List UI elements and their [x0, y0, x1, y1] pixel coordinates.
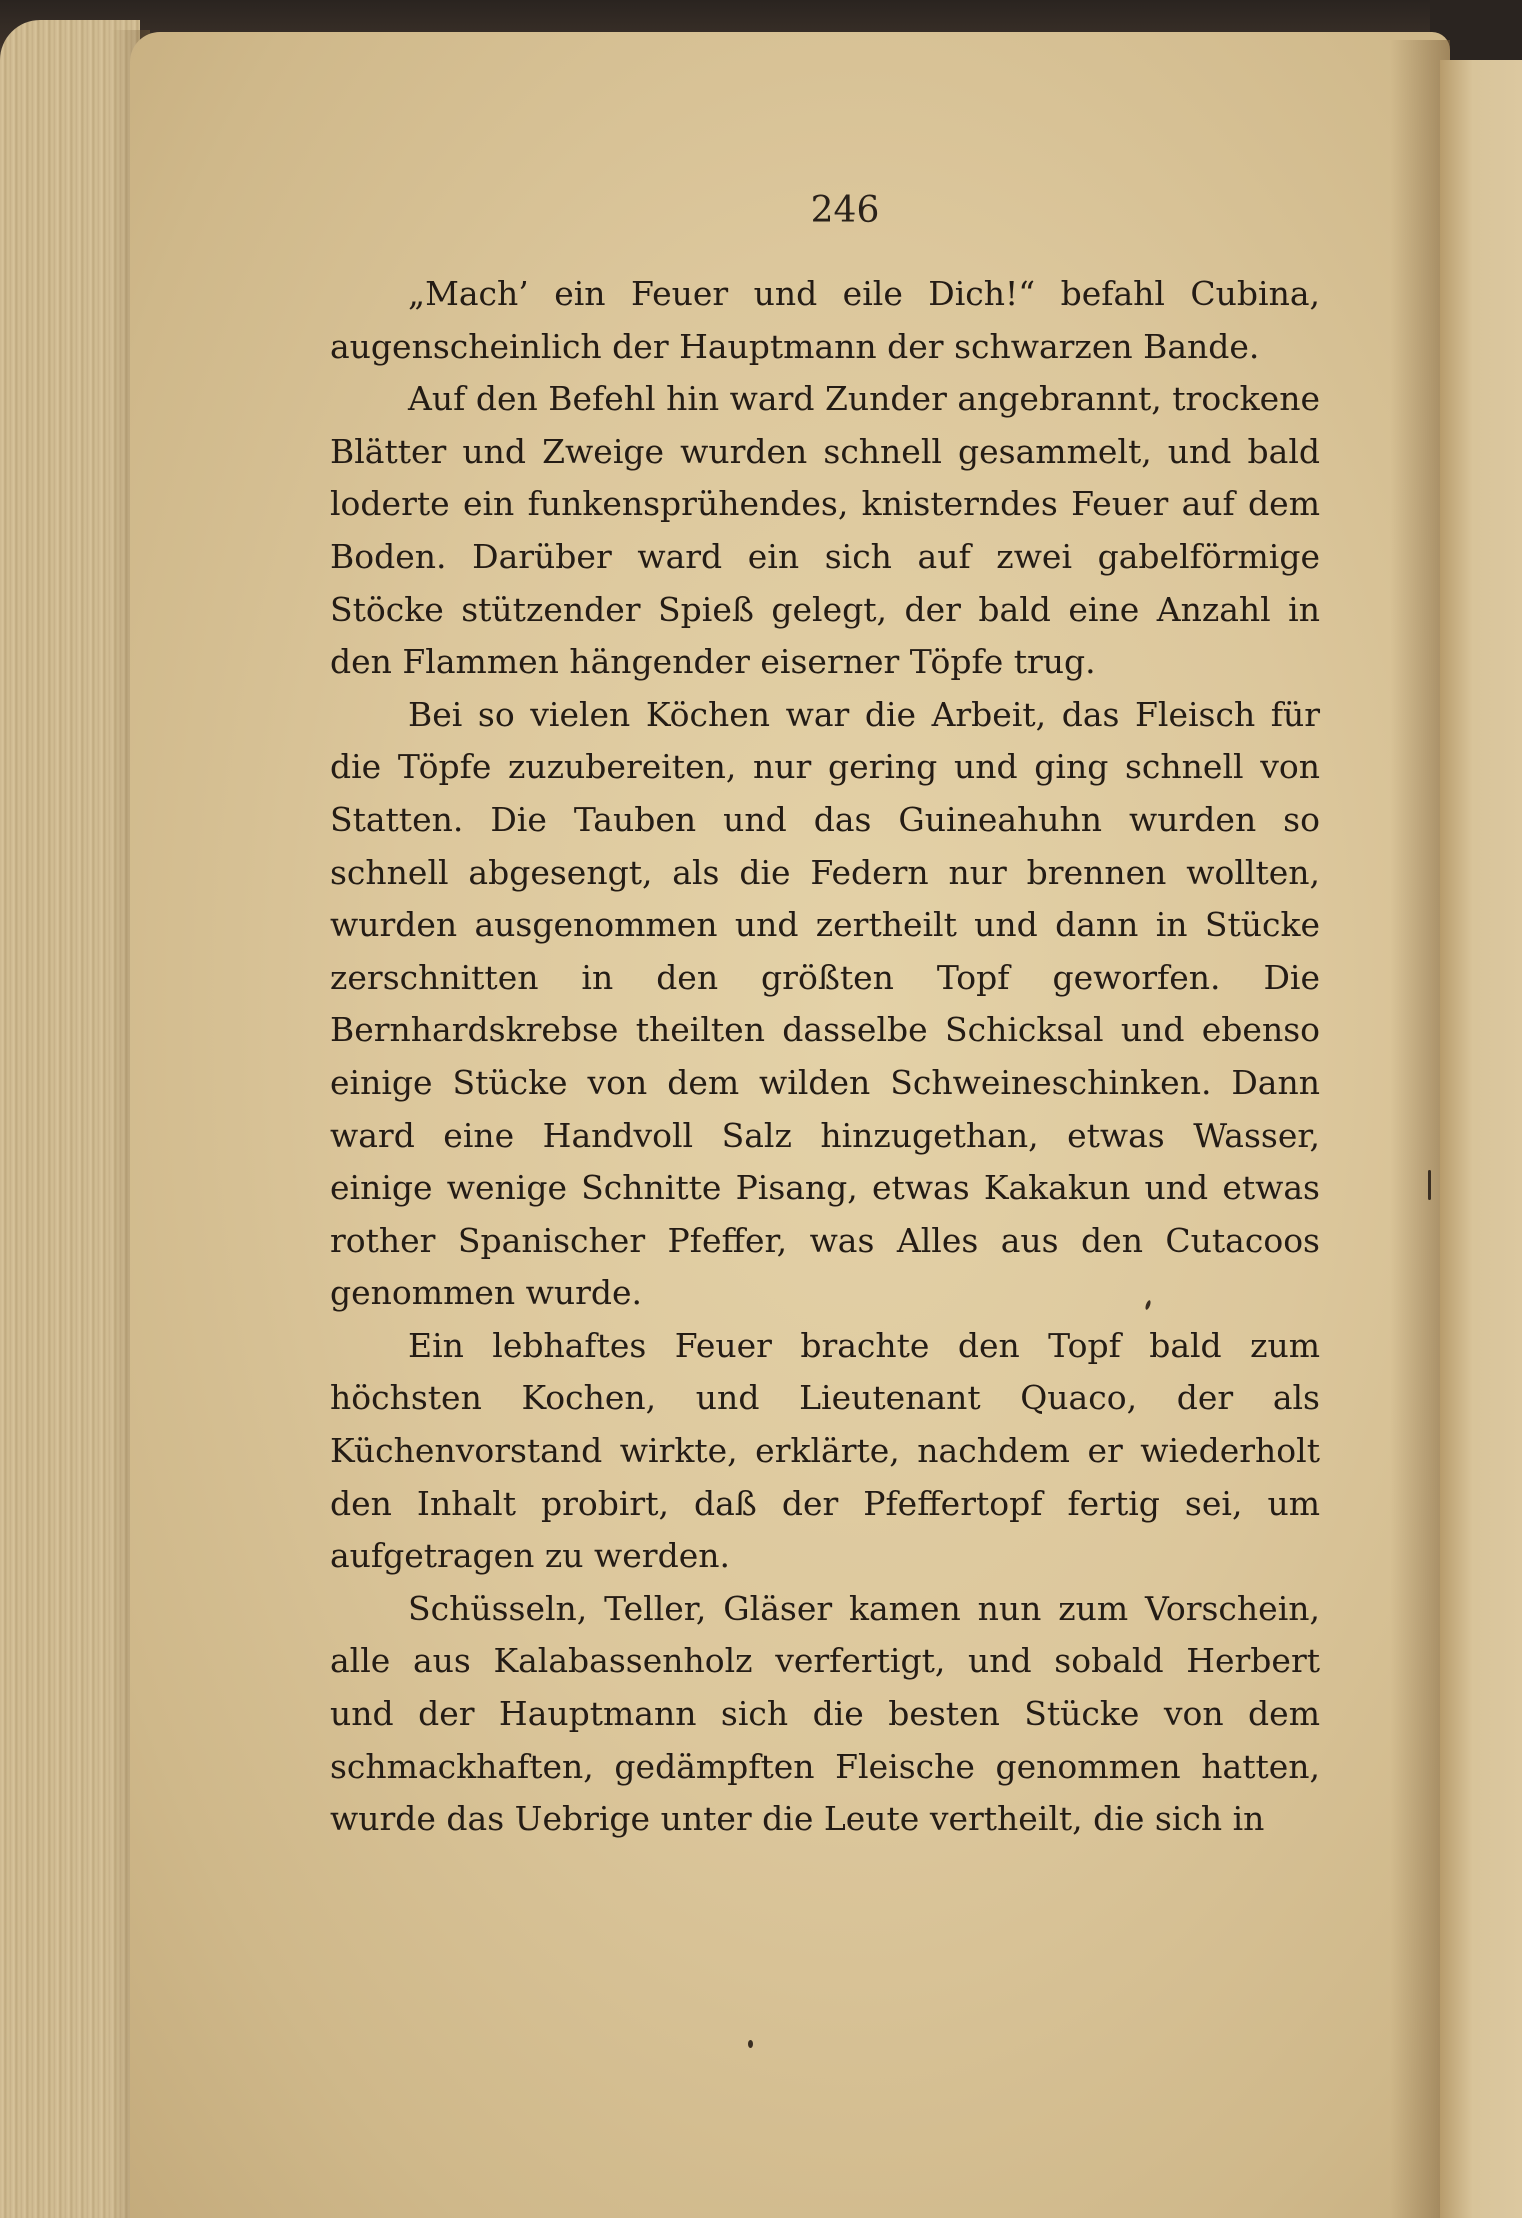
page-body — [330, 268, 1320, 1846]
paragraph: „Mach’ ein Feuer und eile Dich!“ befahl Cubina, augenscheinlich der Hauptmann der schwarzen Bande. — [330, 274, 1320, 366]
paragraph: Schüsseln, Teller, Gläser kamen nun zum Vorschein, alle aus Kalabassenholz verfertigt, und sobald Herbert und der Hauptmann sich die besten Stücke von dem schmackhaften, gedämpften Fleische genommen hatten, wurde das Uebrige unter die Leute vertheilt, die sich in — [330, 1588, 1320, 1839]
facing-page-edge — [1440, 60, 1522, 2218]
paper-speck — [748, 2040, 753, 2048]
page-number: 246 — [810, 190, 880, 231]
paragraph: Bei so vielen Köchen war die Arbeit, das Fleisch für die Töpfe zuzubereiten, nur gering und ging schnell von Statten. Die Tauben und das Guineahuhn wurden so schnell abgesengt, als die Federn nur brennen wollten, wurden ausgenommen und zertheilt und dann in Stücke zerschnitten in den größten Topf geworfen. Die Bernhardskrebse theilten dasselbe Schicksal und ebenso einige Stücke von dem wilden Schweineschinken. Dann ward eine Handvoll Salz hinzugethan, etwas Wasser, einige wenige Schnitte Pisang, etwas Kakakun und etwas rother Spanischer Pfeffer, was Alles aus den Cutacoos genommen wurde. — [330, 694, 1320, 1313]
paper-speck — [1428, 1170, 1431, 1200]
paragraph: Ein lebhaftes Feuer brachte den Topf bald zum höchsten Kochen, und Lieutenant Quaco, der als Küchenvorstand wirkte, erklärte, nachdem er wiederholt den Inhalt probirt, daß der Pfeffertopf fertig sei, um aufgetragen zu werden. — [330, 1325, 1320, 1576]
paragraph: Auf den Befehl hin ward Zunder angebrannt, trockene Blätter und Zweige wurden schnell gesammelt, und bald loderte ein funkensprühendes, knisterndes Feuer auf dem Boden. Darüber ward ein sich auf zwei gabelförmige Stöcke stützender Spieß gelegt, der bald eine Anzahl in den Flammen hängender eiserner Töpfe trug. — [330, 379, 1320, 682]
